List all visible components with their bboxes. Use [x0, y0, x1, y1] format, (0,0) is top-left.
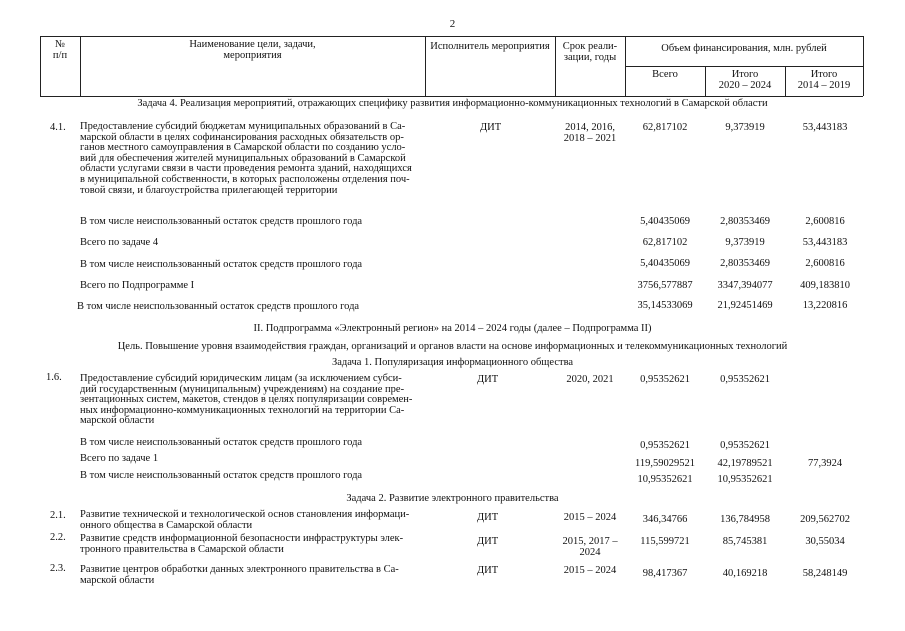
table-header — [40, 36, 863, 96]
goal-title: Цель. Повышение уровня взаимодействия граждан, организаций и органов власти на основе информационных и телекоммуникационных технологий — [117, 341, 788, 352]
row-total-2020: 85,745381 — [722, 536, 768, 547]
sum-row-label: В том числе неиспользованный остаток средств прошлого года — [80, 216, 363, 227]
task2-title: Задача 2. Развитие электронного правительства — [346, 493, 559, 504]
row-total-2020: 136,784958 — [720, 514, 770, 525]
row-description: Развитие технической и технологической основ становления информаци- онного общества в Самарской области — [80, 509, 410, 531]
row-num: 1.6. — [46, 372, 62, 383]
sum-row-total: 5,40435069 — [640, 216, 690, 227]
row-period: 2015, 2017 – 2024 — [562, 536, 618, 558]
row-total: 62,817102 — [642, 122, 688, 133]
row-total-2020: 0,95352621 — [720, 374, 770, 385]
sum-row-label: Всего по Подпрограмме I — [80, 280, 195, 291]
sum-row-2020: 2,80353469 — [720, 216, 770, 227]
header-finance: Объем финансирования, млн. рублей — [661, 43, 827, 54]
row-description: Предоставление субсидий бюджетам муниципальных образований в Са- марской области в целях софинансирования расходных обязательств ор- ганов местного самоуправления в Самарской области по созданию усло- вий для обеспечения жителей муниципальных образований в Самарской области услугами связи в части проведения ремонта зданий, находящихся в муниципальной собственности, в которых расположены отделения поч- товой связи, и благоустройства прилегающей территории — [80, 121, 412, 196]
sum-row-total: 5,40435069 — [640, 258, 690, 269]
sum-row-total: 10,95352621 — [637, 474, 693, 485]
sum-row-2014: 2,600816 — [805, 216, 845, 227]
sum-row-2020: 0,95352621 — [720, 440, 770, 451]
header-num: № п/п — [52, 39, 68, 61]
row-total: 0,95352621 — [640, 374, 690, 385]
sum-row-label: В том числе неиспользованный остаток средств прошлого года — [80, 259, 363, 270]
sum-row-2020: 21,92451469 — [717, 300, 773, 311]
row-num: 2.1. — [50, 510, 66, 521]
sum-row-2020: 42,19789521 — [717, 458, 773, 469]
row-total-2014: 209,562702 — [800, 514, 850, 525]
row-total-2014: 58,248149 — [802, 568, 848, 579]
task1-title: Задача 1. Популяризация информационного общества — [331, 357, 574, 368]
sum-row-2020: 10,95352621 — [717, 474, 773, 485]
row-num: 2.2. — [50, 532, 66, 543]
sum-row-2014: 77,3924 — [807, 458, 843, 469]
sum-row-2020: 9,373919 — [725, 237, 765, 248]
sum-row-2014: 2,600816 — [805, 258, 845, 269]
row-period: 2015 – 2024 — [563, 512, 617, 523]
row-description: Развитие средств информационной безопасности инфраструктуры элек- тронного правительства в Самарской области — [80, 533, 404, 555]
sum-row-2014: 13,220816 — [802, 300, 848, 311]
row-total-2020: 9,373919 — [725, 122, 765, 133]
header-total-2020: Итого 2020 – 2024 — [718, 69, 772, 91]
row-executor: ДИТ — [477, 374, 499, 385]
task4-title: Задача 4. Реализация мероприятий, отражающих специфику развития информационно-коммуникационных технологий в Самарской области — [137, 98, 768, 109]
row-executor: ДИТ — [477, 536, 499, 547]
row-total: 346,34766 — [642, 514, 688, 525]
sum-row-total: 3756,577887 — [637, 280, 693, 291]
row-executor: ДИТ — [477, 565, 499, 576]
row-period: 2020, 2021 — [566, 374, 614, 385]
subprogram-title: II. Подпрограмма «Электронный регион» на 2014 – 2024 годы (далее – Подпрограмма II) — [253, 323, 652, 334]
row-period: 2015 – 2024 — [563, 565, 617, 576]
sum-row-2014: 409,183810 — [800, 280, 850, 291]
row-num: 2.3. — [50, 563, 66, 574]
header-name: Наименование цели, задачи, мероприятия — [189, 39, 316, 61]
row-total: 115,599721 — [640, 536, 690, 547]
row-total-2014: 30,55034 — [805, 536, 845, 547]
sum-row-total: 119,59029521 — [635, 458, 695, 469]
sum-row-label: В том числе неиспользованный остаток средств прошлого года — [77, 301, 360, 312]
sum-row-2020: 2,80353469 — [720, 258, 770, 269]
row-total-2020: 40,169218 — [722, 568, 768, 579]
row-executor: ДИТ — [477, 512, 499, 523]
sum-row-label: В том числе неиспользованный остаток средств прошлого года — [80, 437, 363, 448]
row-period: 2014, 2016, 2018 – 2021 — [563, 122, 617, 144]
row-description: Развитие центров обработки данных электронного правительства в Са- марской области — [80, 564, 399, 586]
header-total-2014: Итого 2014 – 2019 — [797, 69, 851, 91]
row-executor: ДИТ — [480, 122, 502, 133]
row-total-2014: 53,443183 — [802, 122, 848, 133]
header-executor: Исполнитель мероприятия — [430, 41, 550, 52]
row-description: Предоставление субсидий юридическим лицам (за исключением субси- дий государственным (муниципальным) учреждениям) на создание пре- зентационных систем, макетов, стендов в целях популяризации современ- ных информационно-коммуникационных технологий на территории Са- марской области — [80, 373, 413, 427]
row-total: 98,417367 — [642, 568, 688, 579]
sum-row-total: 0,95352621 — [640, 440, 690, 451]
page-number: 2 — [449, 18, 456, 30]
sum-row-total: 62,817102 — [642, 237, 688, 248]
sum-row-2020: 3347,394077 — [717, 280, 773, 291]
header-total: Всего — [652, 69, 678, 80]
sum-row-total: 35,14533069 — [637, 300, 693, 311]
sum-row-2014: 53,443183 — [802, 237, 848, 248]
row-num: 4.1. — [50, 122, 66, 133]
header-period: Срок реали- зации, годы — [562, 41, 618, 63]
sum-row-label: Всего по задаче 4 — [80, 237, 159, 248]
sum-row-label: Всего по задаче 1 — [80, 453, 159, 464]
sum-row-label: В том числе неиспользованный остаток средств прошлого года — [80, 470, 363, 481]
